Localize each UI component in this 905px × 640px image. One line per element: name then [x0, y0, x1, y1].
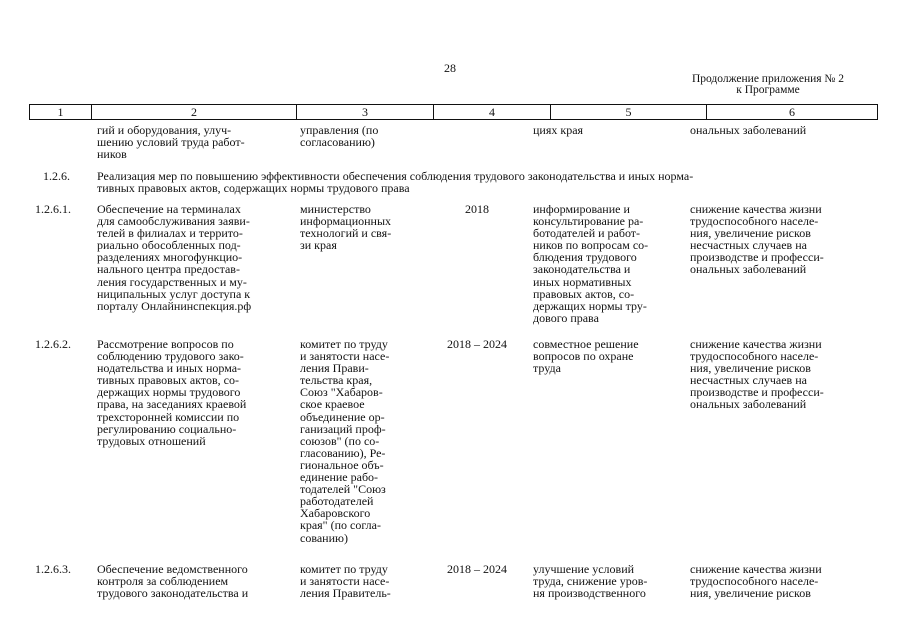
text-line: края" (по согла- — [300, 518, 381, 533]
text-line: блюдения трудового — [533, 250, 637, 265]
row-measure — [97, 338, 246, 447]
text-line: объединение ор- — [300, 409, 385, 424]
text-line: комитет по труду — [300, 337, 388, 351]
text-line: труда, снижение уров- — [533, 574, 648, 589]
text-line: ления Прави- — [300, 361, 369, 376]
row-period: 2018 — [465, 202, 489, 216]
header-col-5: 5 — [550, 105, 706, 119]
fragment-col3 — [300, 124, 378, 148]
text-line: гиональное объ- — [300, 457, 384, 472]
text-line: гласованию), Ре- — [300, 445, 386, 460]
text-line: комитет по труду — [300, 562, 388, 576]
text-line: трудовых отношений — [97, 433, 206, 448]
text-line: ня производственного — [533, 586, 646, 601]
header-col-2: 2 — [91, 105, 296, 119]
text-line: министерство — [300, 202, 371, 216]
text-line: консультирование ра- — [533, 214, 644, 229]
text-line: риально обособленных под- — [97, 238, 241, 253]
text-line: производстве и професси- — [690, 250, 824, 265]
row-responsible — [300, 563, 391, 599]
row-result — [533, 563, 647, 599]
text-line: ния, увеличение рисков — [690, 226, 811, 241]
text-line: ния, увеличение рисков — [690, 361, 811, 376]
continuation-note — [688, 74, 848, 96]
text-line: Обеспечение на терминалах — [97, 202, 241, 216]
text-line: нодательства и иных норма- — [97, 361, 242, 376]
text-line: ниципальных услуг доступа к — [97, 286, 251, 301]
fragment-col6 — [690, 124, 806, 136]
text-line: Хабаровского — [300, 506, 371, 521]
text-line: Союз "Хабаров- — [300, 385, 383, 400]
table-header — [29, 104, 878, 120]
text-line: сованию) — [300, 530, 348, 545]
text-line: согласованию) — [300, 135, 375, 150]
text-line: ления государственных и му- — [97, 274, 247, 289]
header-col-3: 3 — [296, 105, 433, 119]
text-line: совместное решение — [533, 337, 639, 351]
text-line: работодателей — [300, 494, 374, 509]
text-line: разделениях многофункцио- — [97, 250, 243, 265]
section-title — [97, 170, 693, 194]
text-line: тивных правовых актов, со- — [97, 373, 239, 388]
text-line: тивных правовых актов, содержащих нормы трудового права — [97, 181, 410, 196]
text-line: дового права — [533, 310, 599, 325]
header-col-4: 4 — [433, 105, 550, 119]
text-line: Обеспечение ведомственного — [97, 562, 248, 576]
continuation-line: Продолжение приложения № 2 — [691, 73, 845, 85]
text-line: законодательства и — [533, 262, 631, 277]
text-line: информационных — [300, 214, 392, 229]
text-line: контроля за соблюдением — [97, 574, 229, 589]
text-line: для самообслуживания заяви- — [97, 214, 250, 229]
row-result — [533, 203, 648, 324]
text-line: ональных заболеваний — [690, 262, 807, 277]
text-line: трудоспособного населе- — [690, 574, 819, 589]
text-line: гий и оборудования, улуч- — [97, 123, 232, 137]
text-line: трехсторонней комиссии по — [97, 409, 240, 424]
row-consequence — [690, 563, 822, 599]
text-line: тодателей "Союз — [300, 482, 386, 497]
text-line: ское краевое — [300, 397, 365, 412]
text-line: тельства края, — [300, 373, 373, 388]
text-line: соблюдению трудового зако- — [97, 349, 244, 364]
section-number: 1.2.6. — [43, 169, 70, 183]
text-line: ганизаций проф- — [300, 421, 386, 436]
text-line: ональных заболеваний — [690, 397, 807, 412]
text-line: и занятости насе- — [300, 349, 390, 364]
text-line: иных нормативных — [533, 274, 632, 289]
text-line: информирование и — [533, 202, 630, 216]
text-line: и занятости насе- — [300, 574, 390, 589]
row-period: 2018 – 2024 — [447, 337, 507, 351]
text-line: производстве и професси- — [690, 385, 824, 400]
row-number: 1.2.6.2. — [35, 337, 71, 351]
text-line: снижение качества жизни — [690, 562, 822, 576]
fragment-col5 — [533, 124, 583, 136]
fragment-col2 — [97, 124, 245, 160]
text-line: трудового законодательства и — [97, 586, 249, 601]
text-line: союзов" (по со- — [300, 433, 380, 448]
text-line: ботодателей и работ- — [533, 226, 641, 241]
text-line: снижение качества жизни — [690, 337, 822, 351]
text-line: держащих нормы трудового — [97, 385, 241, 400]
row-responsible — [300, 338, 389, 544]
row-number: 1.2.6.1. — [35, 202, 71, 216]
header-col-1: 1 — [57, 105, 64, 119]
text-line: права, на заседаниях краевой — [97, 397, 247, 412]
page-number: 28 — [444, 61, 456, 75]
row-result — [533, 338, 639, 374]
text-line: шению условий труда работ- — [97, 135, 245, 150]
text-line: ления Правитель- — [300, 586, 391, 601]
text-line: держащих нормы тру- — [533, 298, 647, 313]
text-line: управления (по — [300, 123, 379, 137]
text-line: ников — [97, 147, 127, 162]
text-line: Рассмотрение вопросов по — [97, 337, 234, 351]
row-consequence — [690, 203, 824, 276]
text-line: улучшение условий — [533, 562, 635, 576]
row-responsible — [300, 203, 391, 251]
text-line: несчастных случаев на — [690, 238, 807, 253]
text-line: ональных заболеваний — [690, 123, 807, 137]
text-line: зи края — [300, 238, 337, 253]
text-line: правовых актов, со- — [533, 286, 635, 301]
text-line: порталу Онлайнинспекция.рф — [97, 298, 252, 313]
text-line: несчастных случаев на — [690, 373, 807, 388]
row-number: 1.2.6.3. — [35, 562, 71, 576]
text-line: ния, увеличение рисков — [690, 586, 811, 601]
text-line: единение рабо- — [300, 470, 379, 485]
text-line: трудоспособного населе- — [690, 214, 819, 229]
text-line: нального центра предостав- — [97, 262, 240, 277]
text-line: снижение качества жизни — [690, 202, 822, 216]
row-period: 2018 – 2024 — [447, 562, 507, 576]
row-consequence — [690, 338, 824, 411]
text-line: телей в филиалах и террито- — [97, 226, 243, 241]
text-line: труда — [533, 361, 561, 376]
header-col-6: 6 — [706, 105, 877, 119]
text-line: регулированию социально- — [97, 421, 237, 436]
text-line: трудоспособного населе- — [690, 349, 819, 364]
continuation-line: к Программе — [736, 84, 800, 96]
row-measure — [97, 203, 251, 312]
text-line: ников по вопросам со- — [533, 238, 649, 253]
text-line: вопросов по охране — [533, 349, 634, 364]
text-line: Реализация мер по повышению эффективности обеспечения соблюдения трудового законодательства и иных норма- — [97, 169, 694, 183]
row-measure — [97, 563, 248, 599]
text-line: циях края — [533, 123, 584, 137]
text-line: технологий и свя- — [300, 226, 392, 241]
